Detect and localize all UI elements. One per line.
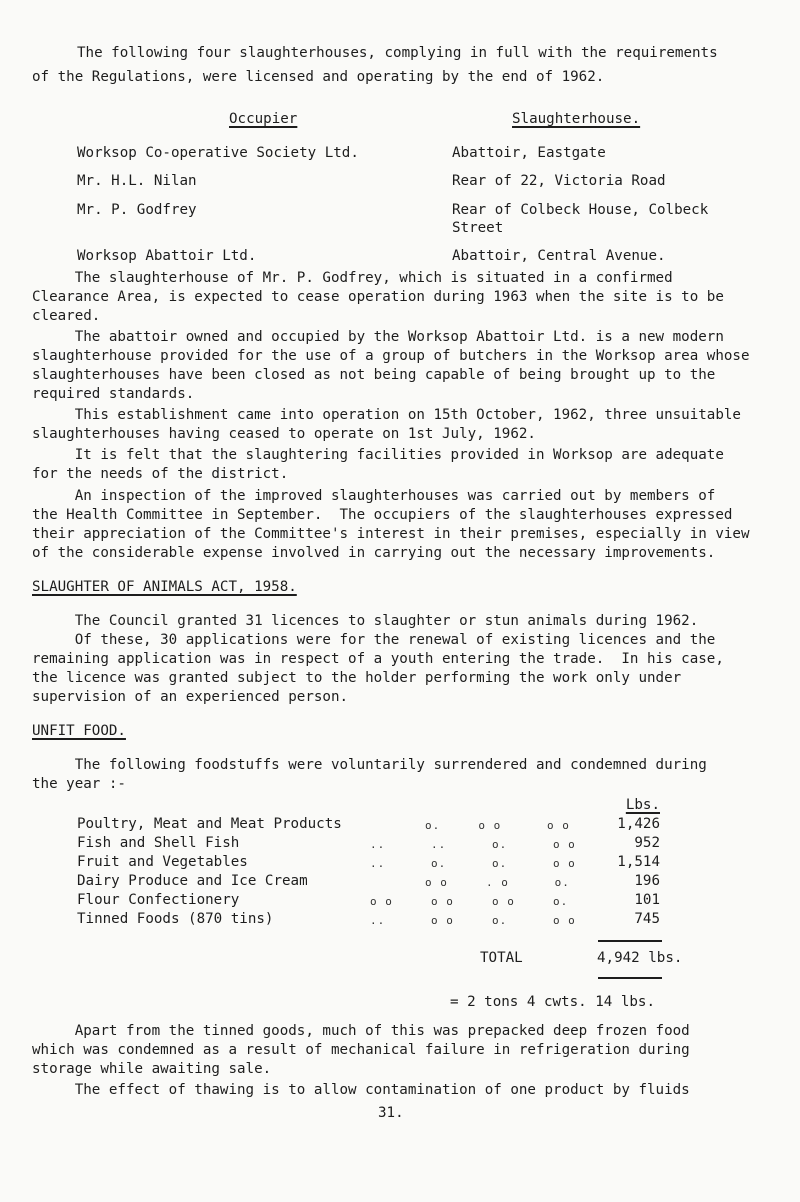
heading-unfit-food: UNFIT FOOD. — [32, 723, 126, 739]
para6-line-4: the licence was granted subject to the holder performing the work only under — [32, 670, 682, 686]
total-equivalent: = 2 tons 4 cwts. 14 lbs. — [450, 994, 655, 1010]
total-rule-top — [598, 940, 662, 942]
para4-line-1: It is felt that the slaughtering facilities provided in Worksop are adequate — [32, 447, 724, 463]
para6-line-2: Of these, 30 applications were for the renewal of existing licences and the — [32, 632, 716, 648]
para5-line-2: the Health Committee in September. The occupiers of the slaughterhouses expressed — [32, 507, 733, 523]
food-item-3: Fruit and Vegetables — [77, 854, 248, 870]
occupier-1: Worksop Co-operative Society Ltd. — [77, 145, 359, 161]
occupier-4: Worksop Abattoir Ltd. — [77, 248, 257, 264]
food-lbs-6: 745 — [634, 911, 660, 927]
total-rule-bottom — [598, 977, 662, 979]
occupier-2: Mr. H.L. Nilan — [77, 173, 197, 189]
total-label: TOTAL — [480, 950, 523, 966]
food-lbs-3: 1,514 — [617, 854, 660, 870]
para5-line-4: of the considerable expense involved in carrying out the necessary improvements. — [32, 545, 716, 561]
para8-line-1: Apart from the tinned goods, much of this was prepacked deep frozen food — [32, 1023, 690, 1039]
lbs-header: Lbs. — [625, 797, 660, 813]
intro-line-1: The following four slaughterhouses, complying in full with the requirements — [77, 45, 718, 61]
para5-line-1: An inspection of the improved slaughterhouses was carried out by members of — [32, 488, 716, 504]
para3-line-2: slaughterhouses having ceased to operate on 1st July, 1962. — [32, 426, 536, 442]
para8-line-3: storage while awaiting sale. — [32, 1061, 272, 1077]
slaughterhouse-2: Rear of 22, Victoria Road — [452, 173, 666, 189]
leader-dots: o o . o o. — [425, 876, 570, 889]
food-lbs-1: 1,426 — [617, 816, 660, 832]
leader-dots: o. o o o o — [425, 819, 570, 832]
para7-line-1: The following foodstuffs were voluntarily surrendered and condemned during — [32, 757, 707, 773]
para5-line-3: their appreciation of the Committee's interest in their premises, especially in view — [32, 526, 750, 542]
food-item-4: Dairy Produce and Ice Cream — [77, 873, 308, 889]
occupier-header: Occupier — [229, 111, 298, 127]
para6-line-1: The Council granted 31 licences to slaughter or stun animals during 1962. — [32, 613, 699, 629]
slaughterhouse-1: Abattoir, Eastgate — [452, 145, 606, 161]
para2-line-3: slaughterhouses have been closed as not being capable of being brought up to the — [32, 367, 716, 383]
para8-line-4: The effect of thawing is to allow contamination of one product by fluids — [32, 1082, 690, 1098]
para2-line-1: The abattoir owned and occupied by the Worksop Abattoir Ltd. is a new modern — [32, 329, 724, 345]
slaughterhouse-3-line-1: Rear of Colbeck House, Colbeck — [452, 202, 709, 218]
food-item-1: Poultry, Meat and Meat Products — [77, 816, 342, 832]
para1-line-2: Clearance Area, is expected to cease operation during 1963 when the site is to be — [32, 289, 724, 305]
occupier-3: Mr. P. Godfrey — [77, 202, 197, 218]
food-lbs-4: 196 — [634, 873, 660, 889]
leader-dots: .. o. o. o o — [370, 857, 576, 870]
para4-line-2: for the needs of the district. — [32, 466, 289, 482]
page-number: 31. — [378, 1105, 404, 1121]
leader-dots: .. .. o. o o — [370, 838, 576, 851]
para7-line-2: the year :- — [32, 776, 126, 792]
food-lbs-2: 952 — [634, 835, 660, 851]
food-item-2: Fish and Shell Fish — [77, 835, 240, 851]
para1-line-3: cleared. — [32, 308, 101, 324]
total-value: 4,942 lbs. — [597, 950, 683, 966]
slaughterhouse-header: Slaughterhouse. — [512, 111, 641, 127]
slaughterhouse-4: Abattoir, Central Avenue. — [452, 248, 666, 264]
para3-line-1: This establishment came into operation on 15th October, 1962, three unsuitable — [32, 407, 741, 423]
para8-line-2: which was condemned as a result of mechanical failure in refrigeration during — [32, 1042, 690, 1058]
para1-line-1: The slaughterhouse of Mr. P. Godfrey, which is situated in a confirmed — [32, 270, 673, 286]
para6-line-5: supervision of an experienced person. — [32, 689, 349, 705]
leader-dots: o o o o o o o. — [370, 895, 569, 908]
para6-line-3: remaining application was in respect of a youth entering the trade. In his case, — [32, 651, 724, 667]
food-item-6: Tinned Foods (870 tins) — [77, 911, 274, 927]
leader-dots: .. o o o. o o — [370, 914, 576, 927]
slaughterhouse-3-line-2: Street — [452, 220, 504, 236]
heading-slaughter-of-animals-act: SLAUGHTER OF ANIMALS ACT, 1958. — [32, 579, 297, 595]
food-item-5: Flour Confectionery — [77, 892, 240, 908]
para2-line-4: required standards. — [32, 386, 195, 402]
food-lbs-5: 101 — [634, 892, 660, 908]
intro-line-2: of the Regulations, were licensed and operating by the end of 1962. — [32, 69, 605, 85]
para2-line-2: slaughterhouse provided for the use of a group of butchers in the Worksop area whose — [32, 348, 750, 364]
